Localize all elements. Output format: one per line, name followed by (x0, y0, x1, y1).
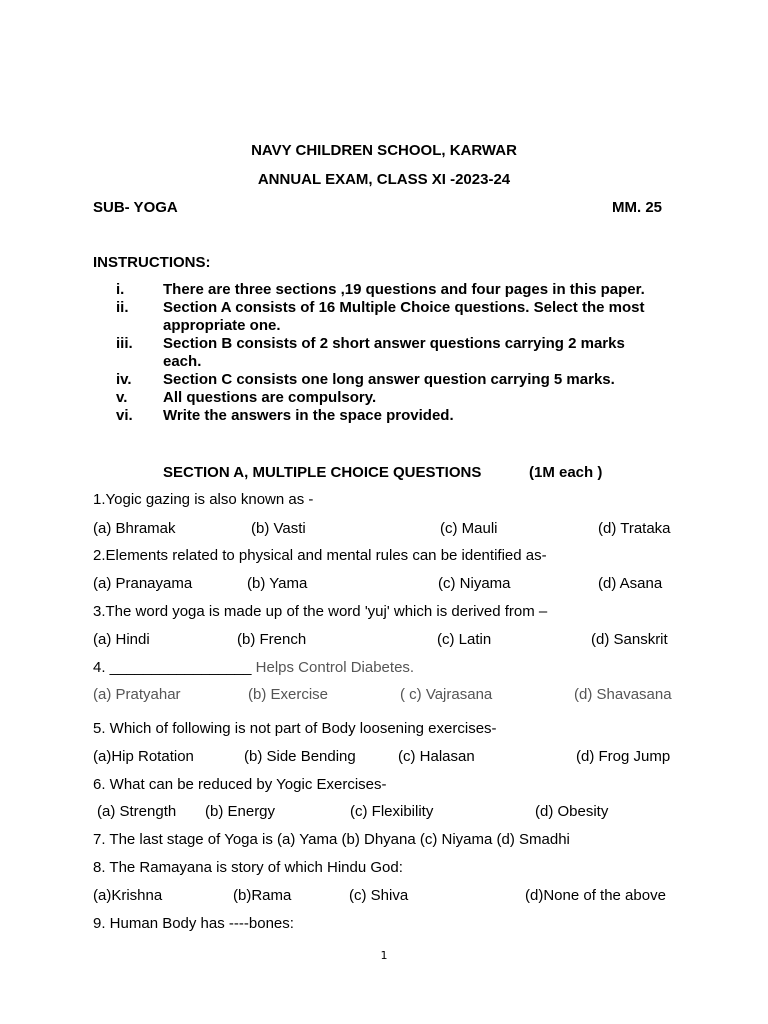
answer-blank: 4. _________________ (93, 659, 252, 676)
instruction-number: iv. (116, 371, 132, 388)
option-b: (b) Vasti (251, 520, 306, 537)
subject-label: SUB- YOGA (93, 199, 178, 216)
option-c: (c) Latin (437, 631, 492, 648)
option-a: (a) Hindi (93, 631, 150, 648)
option-c: (c) Mauli (440, 520, 498, 537)
question-text: 7. The last stage of Yoga is (a) Yama (b) Dhyana (c) Niyama (d) Smadhi (93, 831, 570, 848)
option-b: (b) Yama (247, 575, 308, 592)
option-c: ( c) Vajrasana (400, 686, 493, 703)
instruction-number: vi. (116, 407, 133, 424)
option-d: (d)None of the above (525, 887, 666, 904)
question-text: 9. Human Body has ----bones: (93, 915, 294, 932)
instruction-text: All questions are compulsory. (163, 389, 377, 406)
option-c: (c) Flexibility (350, 803, 434, 820)
instruction-text: Section B consists of 2 short answer questions carrying 2 marks each. (163, 335, 625, 370)
question-text (93, 659, 414, 677)
option-a: (a)Krishna (93, 887, 163, 904)
question-text: 2.Elements related to physical and mental rules can be identified as- (93, 547, 547, 564)
option-b: (b) Side Bending (244, 748, 356, 765)
option-b: (b) Exercise (248, 686, 329, 703)
option-d: (d) Asana (598, 575, 663, 592)
question-text: 6. What can be reduced by Yogic Exercises- (93, 776, 387, 793)
option-d: (d) Sanskrit (591, 631, 668, 648)
question-text: 1.Yogic gazing is also known as - (93, 491, 314, 508)
option-d: (d) Trataka (598, 520, 671, 537)
max-marks-label: MM. 25 (612, 199, 663, 216)
option-b: (b) French (237, 631, 307, 648)
option-a: (a) Strength (97, 803, 177, 820)
option-a: (a)Hip Rotation (93, 748, 194, 765)
option-c: (c) Niyama (438, 575, 511, 592)
option-b: (b)Rama (233, 887, 292, 904)
question-text: 3.The word yoga is made up of the word 'yuj' which is derived from – (93, 603, 548, 620)
option-d: (d) Shavasana (574, 686, 672, 703)
option-b: (b) Energy (205, 803, 276, 820)
exam-title: ANNUAL EXAM, CLASS XI -2023-24 (257, 171, 511, 188)
option-c: (c) Shiva (349, 887, 409, 904)
option-a: (a) Pranayama (93, 575, 193, 592)
instruction-number: iii. (116, 335, 133, 352)
option-a: (a) Bhramak (93, 520, 176, 537)
page-number: 1 (380, 949, 388, 962)
instruction-text: Section A consists of 16 Multiple Choice questions. Select the most appropriate one. (163, 299, 645, 334)
question-text: 8. The Ramayana is story of which Hindu God: (93, 859, 403, 876)
section-a-title: SECTION A, MULTIPLE CHOICE QUESTIONS (163, 464, 482, 481)
option-d: (d) Obesity (535, 803, 609, 820)
section-a-marks: (1M each ) (529, 464, 603, 481)
instruction-text: There are three sections ,19 questions and four pages in this paper. (163, 281, 645, 298)
option-a: (a) Pratyahar (93, 686, 181, 703)
instruction-text: Write the answers in the space provided. (163, 407, 454, 424)
instruction-number: i. (116, 281, 125, 298)
question-rest: Helps Control Diabetes. (251, 659, 415, 676)
instruction-number: v. (116, 389, 128, 406)
instruction-text: Section C consists one long answer question carrying 5 marks. (163, 371, 615, 388)
option-c: (c) Halasan (398, 748, 475, 765)
school-name: NAVY CHILDREN SCHOOL, KARWAR (251, 142, 517, 159)
option-d: (d) Frog Jump (576, 748, 671, 765)
instructions-heading: INSTRUCTIONS: (93, 254, 211, 271)
question-text: 5. Which of following is not part of Body loosening exercises- (93, 720, 497, 737)
instruction-number: ii. (116, 299, 129, 316)
